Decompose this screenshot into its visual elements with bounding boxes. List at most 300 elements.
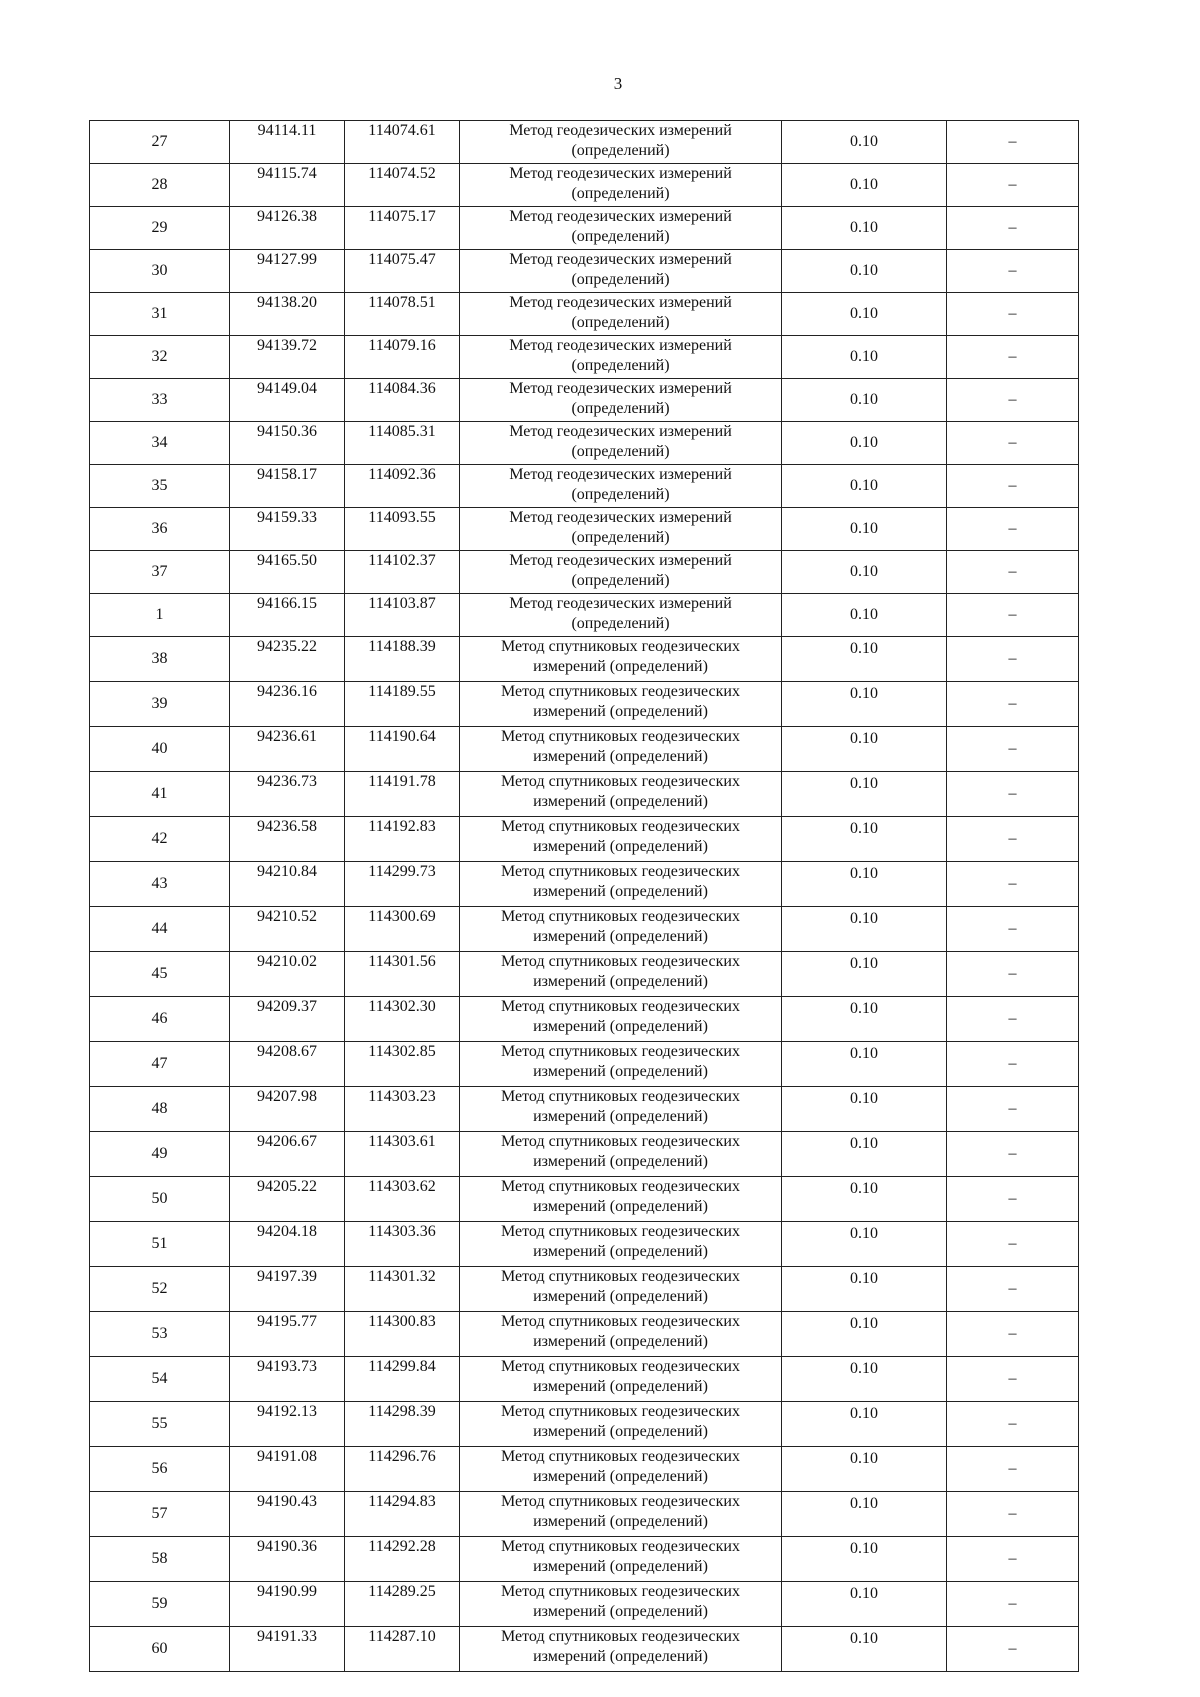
coordinate-y: 114303.61 — [345, 1132, 460, 1177]
coordinate-x: 94190.99 — [230, 1582, 345, 1627]
accuracy-value: 0.10 — [782, 1222, 947, 1267]
method-cell — [460, 465, 782, 508]
method-cell — [460, 1132, 782, 1177]
accuracy-value: 0.10 — [782, 379, 947, 422]
coordinate-y: 114298.39 — [345, 1402, 460, 1447]
description-dash: – — [947, 164, 1079, 207]
method-cell — [460, 997, 782, 1042]
description-dash: – — [947, 997, 1079, 1042]
method-line-1: Метод спутниковых геодезических — [501, 998, 740, 1015]
description-dash: – — [947, 952, 1079, 997]
coordinate-x: 94205.22 — [230, 1177, 345, 1222]
description-dash: – — [947, 1627, 1079, 1672]
coordinate-x: 94210.84 — [230, 862, 345, 907]
method-line-2: измерений (определений) — [533, 883, 708, 900]
point-number: 56 — [90, 1447, 230, 1492]
accuracy-value: 0.10 — [782, 1357, 947, 1402]
accuracy-value: 0.10 — [782, 997, 947, 1042]
accuracy-value: 0.10 — [782, 164, 947, 207]
point-number: 28 — [90, 164, 230, 207]
method-line-2: (определений) — [571, 357, 670, 374]
coordinate-x: 94165.50 — [230, 551, 345, 594]
coordinate-y: 114190.64 — [345, 727, 460, 772]
accuracy-value: 0.10 — [782, 250, 947, 293]
coordinate-y: 114300.69 — [345, 907, 460, 952]
method-line-2: измерений (определений) — [533, 1378, 708, 1395]
description-dash: – — [947, 551, 1079, 594]
method-cell — [460, 1537, 782, 1582]
method-line-1: Метод геодезических измерений — [509, 122, 732, 139]
method-line-2: измерений (определений) — [533, 793, 708, 810]
table-row — [90, 637, 1079, 682]
table-row — [90, 1447, 1079, 1492]
method-cell — [460, 907, 782, 952]
point-number: 35 — [90, 465, 230, 508]
coordinate-x: 94210.02 — [230, 952, 345, 997]
method-line-2: измерений (определений) — [533, 1018, 708, 1035]
point-number: 59 — [90, 1582, 230, 1627]
point-number: 51 — [90, 1222, 230, 1267]
method-line-2: (определений) — [571, 572, 670, 589]
coordinate-x: 94126.38 — [230, 207, 345, 250]
coordinate-x: 94191.33 — [230, 1627, 345, 1672]
method-line-1: Метод спутниковых геодезических — [501, 1133, 740, 1150]
method-cell — [460, 1492, 782, 1537]
description-dash: – — [947, 594, 1079, 637]
table-row — [90, 164, 1079, 207]
method-line-2: измерений (определений) — [533, 1648, 708, 1665]
method-line-2: (определений) — [571, 185, 670, 202]
point-number: 31 — [90, 293, 230, 336]
point-number: 32 — [90, 336, 230, 379]
point-number: 44 — [90, 907, 230, 952]
method-line-1: Метод геодезических измерений — [509, 380, 732, 397]
coordinate-y: 114085.31 — [345, 422, 460, 465]
table-row — [90, 772, 1079, 817]
table-row — [90, 1267, 1079, 1312]
coordinate-x: 94236.61 — [230, 727, 345, 772]
coordinate-y: 114192.83 — [345, 817, 460, 862]
point-number: 57 — [90, 1492, 230, 1537]
method-cell — [460, 379, 782, 422]
method-line-2: измерений (определений) — [533, 1153, 708, 1170]
coordinate-x: 94115.74 — [230, 164, 345, 207]
coordinate-x: 94127.99 — [230, 250, 345, 293]
accuracy-value: 0.10 — [782, 682, 947, 727]
accuracy-value: 0.10 — [782, 336, 947, 379]
description-dash: – — [947, 121, 1079, 164]
method-line-2: измерений (определений) — [533, 1423, 708, 1440]
method-line-1: Метод спутниковых геодезических — [501, 1223, 740, 1240]
description-dash: – — [947, 862, 1079, 907]
table-row — [90, 817, 1079, 862]
method-line-2: измерений (определений) — [533, 748, 708, 765]
point-number: 1 — [90, 594, 230, 637]
coordinate-x: 94193.73 — [230, 1357, 345, 1402]
accuracy-value: 0.10 — [782, 1312, 947, 1357]
coordinate-x: 94190.36 — [230, 1537, 345, 1582]
method-cell — [460, 817, 782, 862]
accuracy-value: 0.10 — [782, 862, 947, 907]
accuracy-value: 0.10 — [782, 1087, 947, 1132]
coordinate-x: 94114.11 — [230, 121, 345, 164]
method-cell — [460, 1357, 782, 1402]
coordinate-y: 114300.83 — [345, 1312, 460, 1357]
method-cell — [460, 1312, 782, 1357]
point-number: 50 — [90, 1177, 230, 1222]
method-line-1: Метод спутниковых геодезических — [501, 638, 740, 655]
method-cell — [460, 250, 782, 293]
method-line-2: измерений (определений) — [533, 1108, 708, 1125]
method-line-2: измерений (определений) — [533, 1063, 708, 1080]
accuracy-value: 0.10 — [782, 817, 947, 862]
description-dash: – — [947, 1402, 1079, 1447]
point-number: 41 — [90, 772, 230, 817]
method-line-1: Метод геодезических измерений — [509, 208, 732, 225]
method-cell — [460, 1582, 782, 1627]
method-line-1: Метод геодезических измерений — [509, 165, 732, 182]
accuracy-value: 0.10 — [782, 1537, 947, 1582]
description-dash: – — [947, 250, 1079, 293]
description-dash: – — [947, 637, 1079, 682]
accuracy-value: 0.10 — [782, 551, 947, 594]
method-line-1: Метод геодезических измерений — [509, 337, 732, 354]
coordinate-y: 114303.23 — [345, 1087, 460, 1132]
accuracy-value: 0.10 — [782, 637, 947, 682]
coordinate-y: 114075.17 — [345, 207, 460, 250]
coordinate-y: 114294.83 — [345, 1492, 460, 1537]
coordinate-y: 114075.47 — [345, 250, 460, 293]
method-cell — [460, 862, 782, 907]
table-row — [90, 1627, 1079, 1672]
point-number: 60 — [90, 1627, 230, 1672]
coordinate-x: 94159.33 — [230, 508, 345, 551]
description-dash: – — [947, 207, 1079, 250]
coordinate-x: 94195.77 — [230, 1312, 345, 1357]
accuracy-value: 0.10 — [782, 1627, 947, 1672]
method-cell — [460, 952, 782, 997]
table-row — [90, 952, 1079, 997]
coordinate-y: 114189.55 — [345, 682, 460, 727]
coordinate-y: 114301.56 — [345, 952, 460, 997]
description-dash: – — [947, 1087, 1079, 1132]
table-row — [90, 1357, 1079, 1402]
method-line-2: измерений (определений) — [533, 1288, 708, 1305]
accuracy-value: 0.10 — [782, 907, 947, 952]
method-line-1: Метод спутниковых геодезических — [501, 1403, 740, 1420]
description-dash: – — [947, 817, 1079, 862]
method-line-1: Метод спутниковых геодезических — [501, 908, 740, 925]
accuracy-value: 0.10 — [782, 1267, 947, 1312]
method-line-2: (определений) — [571, 228, 670, 245]
method-cell — [460, 637, 782, 682]
table-row — [90, 121, 1079, 164]
method-cell — [460, 1177, 782, 1222]
method-cell — [460, 422, 782, 465]
table-row — [90, 1582, 1079, 1627]
description-dash: – — [947, 508, 1079, 551]
coordinate-y: 114287.10 — [345, 1627, 460, 1672]
method-cell — [460, 727, 782, 772]
coordinate-y: 114301.32 — [345, 1267, 460, 1312]
point-number: 37 — [90, 551, 230, 594]
method-line-1: Метод спутниковых геодезических — [501, 863, 740, 880]
point-number: 49 — [90, 1132, 230, 1177]
coordinate-x: 94236.58 — [230, 817, 345, 862]
method-line-1: Метод спутниковых геодезических — [501, 1538, 740, 1555]
point-number: 45 — [90, 952, 230, 997]
coordinate-x: 94192.13 — [230, 1402, 345, 1447]
coordinate-y: 114302.85 — [345, 1042, 460, 1087]
method-line-2: (определений) — [571, 615, 670, 632]
accuracy-value: 0.10 — [782, 1402, 947, 1447]
accuracy-value: 0.10 — [782, 1582, 947, 1627]
method-line-1: Метод геодезических измерений — [509, 466, 732, 483]
method-line-2: (определений) — [571, 486, 670, 503]
coordinate-x: 94197.39 — [230, 1267, 345, 1312]
coordinate-y: 114103.87 — [345, 594, 460, 637]
method-line-1: Метод спутниковых геодезических — [501, 818, 740, 835]
coordinate-y: 114299.84 — [345, 1357, 460, 1402]
coordinate-y: 114093.55 — [345, 508, 460, 551]
coordinate-x: 94210.52 — [230, 907, 345, 952]
coordinate-x: 94236.73 — [230, 772, 345, 817]
coordinates-table-body — [90, 121, 1079, 1672]
description-dash: – — [947, 727, 1079, 772]
method-cell — [460, 1402, 782, 1447]
coordinate-x: 94190.43 — [230, 1492, 345, 1537]
coordinate-x: 94235.22 — [230, 637, 345, 682]
method-line-2: измерений (определений) — [533, 928, 708, 945]
point-number: 38 — [90, 637, 230, 682]
coordinate-x: 94209.37 — [230, 997, 345, 1042]
coordinate-x: 94149.04 — [230, 379, 345, 422]
description-dash: – — [947, 907, 1079, 952]
table-row — [90, 250, 1079, 293]
coordinate-y: 114296.76 — [345, 1447, 460, 1492]
accuracy-value: 0.10 — [782, 465, 947, 508]
table-row — [90, 551, 1079, 594]
description-dash: – — [947, 1492, 1079, 1537]
description-dash: – — [947, 772, 1079, 817]
table-row — [90, 508, 1079, 551]
table-row — [90, 422, 1079, 465]
method-cell — [460, 682, 782, 727]
coordinate-x: 94138.20 — [230, 293, 345, 336]
method-cell — [460, 1447, 782, 1492]
method-line-2: измерений (определений) — [533, 1468, 708, 1485]
method-line-2: (определений) — [571, 271, 670, 288]
point-number: 46 — [90, 997, 230, 1042]
table-row — [90, 465, 1079, 508]
method-line-1: Метод геодезических измерений — [509, 294, 732, 311]
coordinate-y: 114079.16 — [345, 336, 460, 379]
table-row — [90, 1177, 1079, 1222]
description-dash: – — [947, 465, 1079, 508]
description-dash: – — [947, 1267, 1079, 1312]
method-line-1: Метод геодезических измерений — [509, 552, 732, 569]
method-line-1: Метод спутниковых геодезических — [501, 683, 740, 700]
point-number: 47 — [90, 1042, 230, 1087]
table-row — [90, 727, 1079, 772]
method-cell — [460, 164, 782, 207]
description-dash: – — [947, 422, 1079, 465]
point-number: 36 — [90, 508, 230, 551]
method-line-2: измерений (определений) — [533, 1603, 708, 1620]
table-row — [90, 997, 1079, 1042]
coordinate-x: 94204.18 — [230, 1222, 345, 1267]
method-line-1: Метод спутниковых геодезических — [501, 1628, 740, 1645]
point-number: 55 — [90, 1402, 230, 1447]
method-cell — [460, 336, 782, 379]
description-dash: – — [947, 379, 1079, 422]
table-row — [90, 682, 1079, 727]
point-number: 53 — [90, 1312, 230, 1357]
coordinate-x: 94236.16 — [230, 682, 345, 727]
point-number: 43 — [90, 862, 230, 907]
method-line-1: Метод спутниковых геодезических — [501, 773, 740, 790]
method-line-2: измерений (определений) — [533, 1333, 708, 1350]
method-line-1: Метод спутниковых геодезических — [501, 1313, 740, 1330]
coordinate-x: 94166.15 — [230, 594, 345, 637]
accuracy-value: 0.10 — [782, 1177, 947, 1222]
coordinate-y: 114289.25 — [345, 1582, 460, 1627]
page-number: 3 — [613, 74, 623, 93]
description-dash: – — [947, 1312, 1079, 1357]
coordinate-x: 94206.67 — [230, 1132, 345, 1177]
table-row — [90, 336, 1079, 379]
table-row — [90, 207, 1079, 250]
point-number: 40 — [90, 727, 230, 772]
method-line-1: Метод спутниковых геодезических — [501, 1043, 740, 1060]
coordinate-x: 94207.98 — [230, 1087, 345, 1132]
table-row — [90, 1537, 1079, 1582]
method-cell — [460, 551, 782, 594]
method-line-1: Метод спутниковых геодезических — [501, 1178, 740, 1195]
method-cell — [460, 1087, 782, 1132]
coordinate-y: 114074.52 — [345, 164, 460, 207]
point-number: 39 — [90, 682, 230, 727]
point-number: 33 — [90, 379, 230, 422]
point-number: 42 — [90, 817, 230, 862]
method-line-1: Метод спутниковых геодезических — [501, 1448, 740, 1465]
method-line-1: Метод геодезических измерений — [509, 595, 732, 612]
method-cell — [460, 207, 782, 250]
coordinate-y: 114102.37 — [345, 551, 460, 594]
coordinate-y: 114188.39 — [345, 637, 460, 682]
point-number: 58 — [90, 1537, 230, 1582]
accuracy-value: 0.10 — [782, 508, 947, 551]
method-line-1: Метод спутниковых геодезических — [501, 1268, 740, 1285]
description-dash: – — [947, 293, 1079, 336]
method-line-1: Метод спутниковых геодезических — [501, 1583, 740, 1600]
coordinate-y: 114084.36 — [345, 379, 460, 422]
accuracy-value: 0.10 — [782, 1492, 947, 1537]
method-line-1: Метод геодезических измерений — [509, 509, 732, 526]
description-dash: – — [947, 336, 1079, 379]
method-line-2: (определений) — [571, 142, 670, 159]
accuracy-value: 0.10 — [782, 293, 947, 336]
accuracy-value: 0.10 — [782, 952, 947, 997]
accuracy-value: 0.10 — [782, 207, 947, 250]
table-row — [90, 907, 1079, 952]
description-dash: – — [947, 1537, 1079, 1582]
method-line-2: измерений (определений) — [533, 703, 708, 720]
method-cell — [460, 772, 782, 817]
coordinate-x: 94208.67 — [230, 1042, 345, 1087]
method-line-2: (определений) — [571, 443, 670, 460]
point-number: 48 — [90, 1087, 230, 1132]
coordinates-table — [89, 120, 1079, 1672]
coordinate-y: 114302.30 — [345, 997, 460, 1042]
accuracy-value: 0.10 — [782, 121, 947, 164]
method-line-1: Метод спутниковых геодезических — [501, 953, 740, 970]
description-dash: – — [947, 1042, 1079, 1087]
method-line-2: измерений (определений) — [533, 1513, 708, 1530]
table-row — [90, 862, 1079, 907]
method-line-1: Метод геодезических измерений — [509, 251, 732, 268]
coordinate-x: 94150.36 — [230, 422, 345, 465]
method-line-2: (определений) — [571, 400, 670, 417]
table-row — [90, 379, 1079, 422]
coordinate-y: 114292.28 — [345, 1537, 460, 1582]
table-row — [90, 1132, 1079, 1177]
point-number: 29 — [90, 207, 230, 250]
description-dash: – — [947, 1132, 1079, 1177]
coordinate-x: 94158.17 — [230, 465, 345, 508]
coordinate-y: 114092.36 — [345, 465, 460, 508]
table-row — [90, 1312, 1079, 1357]
method-line-2: (определений) — [571, 529, 670, 546]
method-line-1: Метод спутниковых геодезических — [501, 1493, 740, 1510]
point-number: 54 — [90, 1357, 230, 1402]
method-line-1: Метод спутниковых геодезических — [501, 728, 740, 745]
method-line-2: измерений (определений) — [533, 838, 708, 855]
accuracy-value: 0.10 — [782, 1447, 947, 1492]
method-cell — [460, 1627, 782, 1672]
method-cell — [460, 121, 782, 164]
accuracy-value: 0.10 — [782, 772, 947, 817]
description-dash: – — [947, 1222, 1079, 1267]
method-cell — [460, 508, 782, 551]
coordinate-y: 114191.78 — [345, 772, 460, 817]
table-row — [90, 1087, 1079, 1132]
accuracy-value: 0.10 — [782, 422, 947, 465]
coordinate-x: 94191.08 — [230, 1447, 345, 1492]
table-row — [90, 1402, 1079, 1447]
method-line-2: измерений (определений) — [533, 1558, 708, 1575]
method-cell — [460, 594, 782, 637]
point-number: 30 — [90, 250, 230, 293]
description-dash: – — [947, 1177, 1079, 1222]
coordinate-y: 114299.73 — [345, 862, 460, 907]
method-line-2: измерений (определений) — [533, 1243, 708, 1260]
description-dash: – — [947, 682, 1079, 727]
method-line-2: измерений (определений) — [533, 973, 708, 990]
table-row — [90, 293, 1079, 336]
method-line-2: измерений (определений) — [533, 1198, 708, 1215]
method-cell — [460, 1222, 782, 1267]
point-number: 27 — [90, 121, 230, 164]
table-row — [90, 594, 1079, 637]
description-dash: – — [947, 1357, 1079, 1402]
table-row — [90, 1492, 1079, 1537]
coordinate-y: 114078.51 — [345, 293, 460, 336]
method-line-2: измерений (определений) — [533, 658, 708, 675]
method-cell — [460, 1042, 782, 1087]
method-cell — [460, 293, 782, 336]
accuracy-value: 0.10 — [782, 1042, 947, 1087]
